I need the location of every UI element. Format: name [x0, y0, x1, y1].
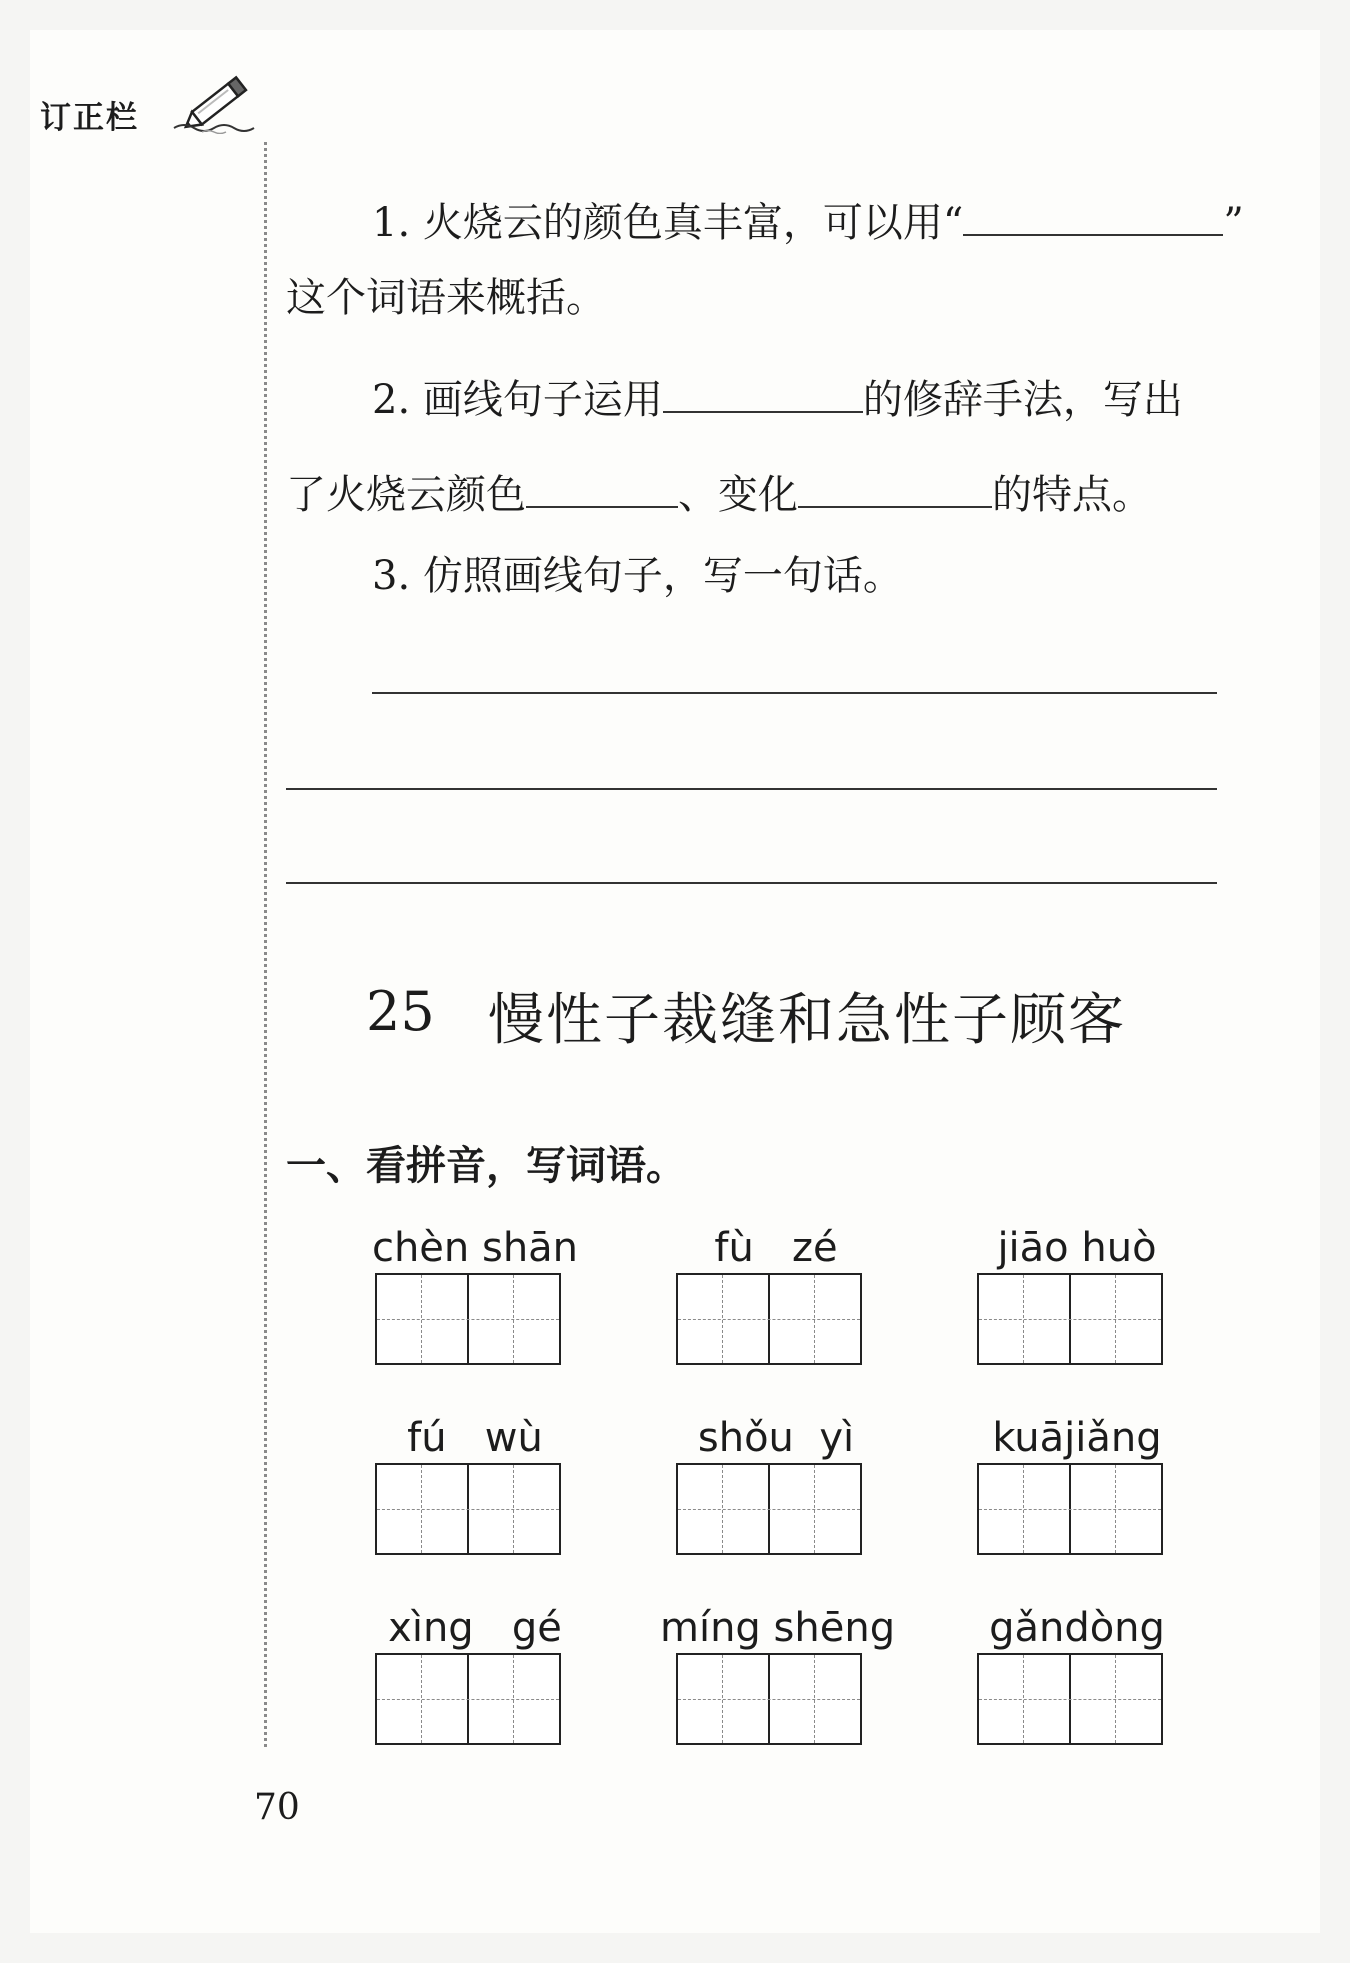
lesson-title: 慢性子裁缝和急性子顾客	[488, 988, 1126, 1053]
writing-line-3[interactable]	[286, 882, 1217, 884]
question-2-line-2-text: 了火烧云颜色	[286, 472, 526, 518]
question-1-line-2: 这个词语来概括。	[286, 275, 606, 321]
pinyin-label: xìng gé	[388, 1605, 562, 1651]
answer-blank-rhetoric[interactable]	[663, 375, 863, 413]
question-2-line-2	[286, 470, 1152, 518]
writing-grid[interactable]	[977, 1653, 1163, 1745]
question-1	[372, 198, 1244, 246]
writing-grid[interactable]	[676, 1653, 862, 1745]
writing-grid[interactable]	[977, 1463, 1163, 1555]
lesson-number: 25	[366, 980, 435, 1043]
question-1-close-quote: ”	[1223, 200, 1244, 246]
pinyin-label: gǎndòng	[989, 1605, 1165, 1651]
question-1-text: 1. 火烧云的颜色真丰富，可以用“	[372, 200, 964, 246]
pinyin-label: fú wù	[407, 1415, 543, 1461]
section-heading: 一、看拼音，写词语。	[286, 1143, 686, 1189]
question-2-text: 2. 画线句子运用	[372, 377, 663, 423]
answer-blank-1[interactable]	[963, 198, 1223, 236]
writing-grid[interactable]	[375, 1273, 561, 1365]
question-2-text-2: 的修辞手法，写出	[862, 377, 1183, 423]
margin-dotted-line	[264, 142, 267, 1747]
answer-blank-change[interactable]	[798, 470, 992, 508]
writing-line-2[interactable]	[286, 788, 1217, 790]
pinyin-label: shǒu yì	[697, 1415, 855, 1461]
correction-column-title: 订正栏	[40, 100, 139, 136]
question-2-line-2-text-2: 、变化	[678, 472, 798, 518]
pinyin-label: míng shēng	[660, 1605, 896, 1651]
page-number: 70	[254, 1787, 300, 1828]
pencil-icon	[172, 72, 264, 134]
writing-grid[interactable]	[977, 1273, 1163, 1365]
writing-line-1[interactable]	[372, 692, 1217, 694]
pinyin-label: jiāo huò	[997, 1225, 1157, 1271]
pinyin-label: kuājiǎng	[992, 1415, 1162, 1461]
writing-grid[interactable]	[676, 1463, 862, 1555]
question-3: 3. 仿照画线句子，写一句话。	[372, 553, 903, 599]
writing-grid[interactable]	[375, 1463, 561, 1555]
writing-grid[interactable]	[676, 1273, 862, 1365]
question-2-line-2-text-3: 的特点。	[992, 472, 1152, 518]
answer-blank-color[interactable]	[526, 470, 678, 508]
writing-grid[interactable]	[375, 1653, 561, 1745]
question-2	[372, 375, 1183, 423]
pinyin-label: fù zé	[714, 1225, 838, 1271]
pinyin-label: chèn shān	[371, 1225, 579, 1271]
